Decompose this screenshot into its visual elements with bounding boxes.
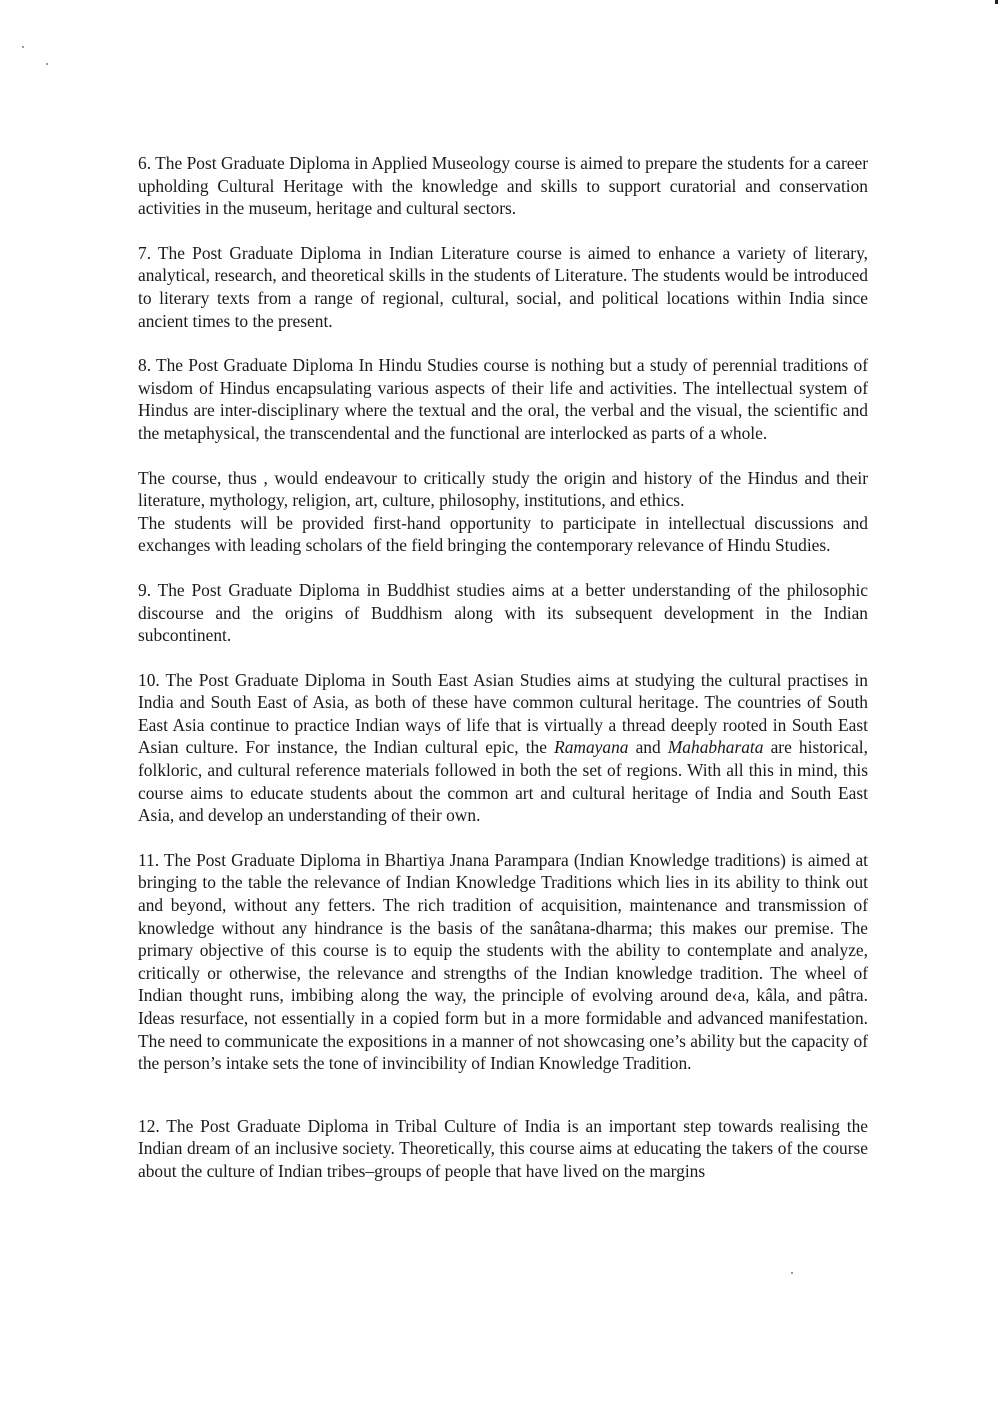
mahabharata-title: Mahabharata: [667, 737, 764, 758]
paragraph-6-text: 6. The Post Graduate Diploma in Applied Museology course is aimed to prepare the students for a career upholding Cultural Heritage with the knowledge and skills to support curatorial and conservation activities in the museum, heritage and cultural sectors.: [138, 153, 868, 219]
scan-speck: [995, 0, 998, 4]
paragraph-10-text: 10. The Post Graduate Diploma in South East Asian Studies aims at studying the cultural practises in India and South East of Asia, as both of these have common cultural heritage. The countries of South East Asia continue to practice Indian ways of life that is virtually a thread deeply rooted in South East Asian culture. For instance, the Indian cultural epic, the: [138, 669, 868, 758]
paragraph-11-text: 11. The Post Graduate Diploma in Bhartiya Jnana Parampara (Indian Knowledge traditions) is aimed at bringing to the table the relevance of Indian Knowledge Traditions which lies in its ability to think out and beyond, without any fetters. The rich tradition of acquisition, maintenance and transmission of knowledge without any hindrance is the basis of the sanâtana-dharma; this makes our premise. The primary objective of this course is to equip the students with the ability to contemplate and analyze, critically or otherwise, the relevance and strengths of the Indian knowledge tradition. The wheel of Indian thought runs, imbibing along the way, the principle of evolving around de‹a, kâla, and pâtra. Ideas resurface, not essentially in a copied form but in a more formidable and advanced manifestation. The need to communicate the expositions in a manner of not showcasing one’s ability but the capacity of the person’s intake sets the tone of invincibility of Indian Knowledge Tradition.: [138, 849, 868, 1074]
paragraph-10-text: and: [628, 737, 668, 758]
scan-speck: [791, 1272, 793, 1274]
paragraph-10-text: are historical, folkloric, and cultural reference materials followed in both the set of regions. With all this in mind, this course aims to educate students about the common art and cultural heritage of India and South East Asia, and develop an understanding of their own.: [138, 737, 868, 826]
scan-speck: [22, 46, 24, 48]
ramayana-title: Ramayana: [554, 737, 629, 758]
paragraph-6: [138, 152, 868, 220]
paragraph-8-course-scope: [138, 467, 868, 512]
paragraph-7-text: 7. The Post Graduate Diploma in Indian Literature course is aimed to enhance a variety of literary, analytical, research, and theoretical skills in the students of Literature. The students would be introduced to literary texts from a range of regional, cultural, social, and political locations within India since ancient times to the present.: [138, 242, 868, 331]
paragraph-8-text: 8. The Post Graduate Diploma In Hindu Studies course is nothing but a study of perennial traditions of wisdom of Hindus encapsulating various aspects of their life and activities. The intellectual system of Hindus are inter-disciplinary where the textual and the oral, the verbal and the visual, the scientific and the metaphysical, the transcendental and the functional are interlocked as parts of a whole.: [138, 355, 868, 443]
paragraph-12-text: 12. The Post Graduate Diploma in Tribal Culture of India is an important step towards realising the Indian dream of an inclusive society. Theoretically, this course aims at educating the takers of the course about the culture of Indian tribes–groups of people that have lived on the margins: [138, 1115, 868, 1181]
paragraph-9-text: 9. The Post Graduate Diploma in Buddhist studies aims at a better understanding of the philosophic discourse and the origins of Buddhism along with its subsequent development in the Indian subcontinent.: [138, 579, 868, 646]
paragraph-8-course-scope-text: The course, thus , would endeavour to critically study the origin and history of the Hindus and their literature, mythology, religion, art, culture, philosophy, institutions, and ethics.: [138, 467, 868, 511]
paragraph-8: [138, 354, 868, 444]
paragraph-8-students-text: The students will be provided first-hand opportunity to participate in intellectual discussions and exchanges with leading scholars of the field bringing the contemporary relevance of Hindu Studies.: [138, 512, 868, 556]
paragraph-7: [138, 242, 868, 332]
document-page: [138, 152, 868, 1183]
scan-speck: [46, 63, 48, 65]
paragraph-11: [138, 849, 868, 1075]
paragraph-10: [138, 669, 868, 827]
paragraph-12: [138, 1115, 868, 1183]
paragraph-8-students: [138, 512, 868, 557]
paragraph-9: [138, 579, 868, 647]
